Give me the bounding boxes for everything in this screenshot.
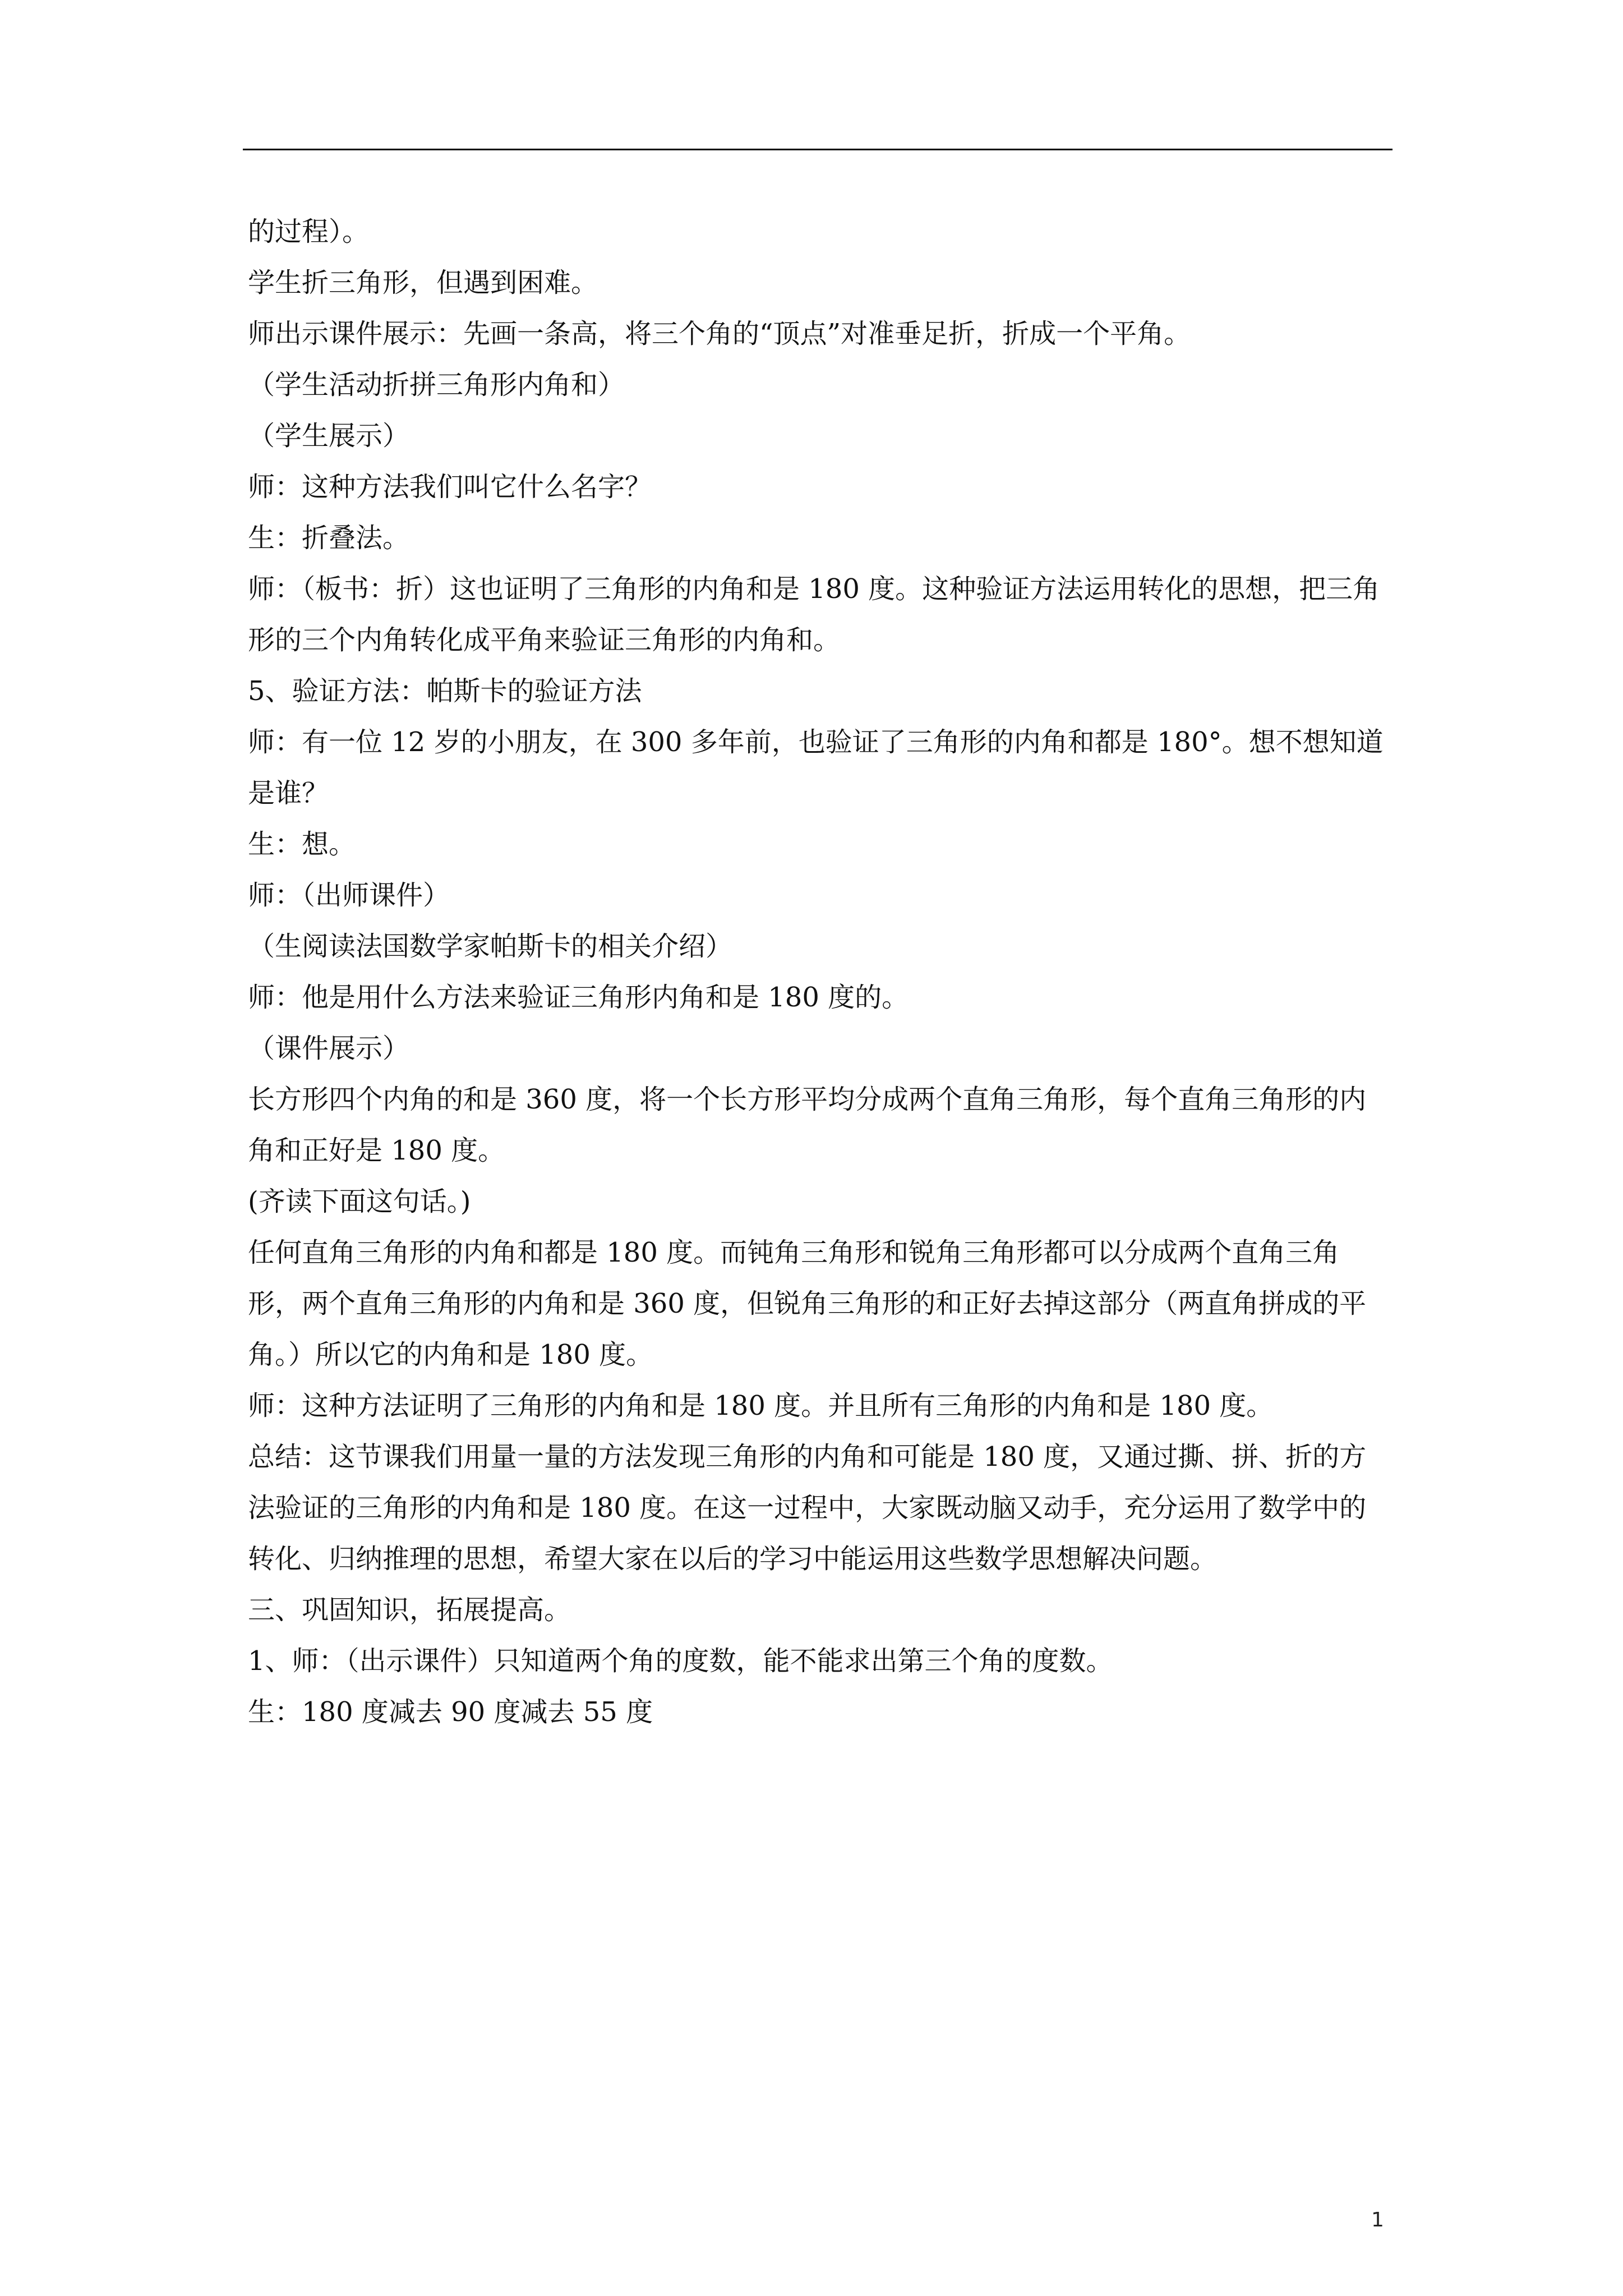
page-number: 1: [1371, 2208, 1384, 2231]
header-rule: [243, 149, 1393, 150]
paragraph: 生：折叠法。: [248, 522, 410, 554]
paragraph: 师：（板书：折）这也证明了三角形的内角和是 180 度。这种验证方法运用转化的思想，把三角形的三个内角转化成平角来验证三角形的内角和。: [248, 573, 1380, 656]
paragraph: 师：他是用什么方法来验证三角形内角和是 180 度的。: [248, 982, 909, 1013]
paragraph: 任何直角三角形的内角和都是 180 度。而钝角三角形和锐角三角形都可以分成两个直角三角形，两个直角三角形的内角和是 360 度，但锐角三角形的和正好去掉这部分（两直角拼成的平角。）所以它的内角和是 180 度。: [248, 1237, 1367, 1370]
paragraph: 的过程）。: [248, 216, 370, 247]
paragraph: 生：想。: [248, 829, 356, 860]
paragraph: （课件展示）: [248, 1033, 410, 1064]
paragraph: (齐读下面这句话。): [248, 1186, 471, 1217]
section-heading: 三、巩固知识，拓展提高。: [248, 1594, 571, 1626]
paragraph: 生：180 度减去 90 度减去 55 度: [248, 1696, 653, 1728]
paragraph: 学生折三角形，但遇到困难。: [248, 267, 598, 298]
paragraph: （学生展示）: [248, 420, 410, 452]
paragraph: 长方形四个内角的和是 360 度，将一个长方形平均分成两个直角三角形，每个直角三角形的内角和正好是 180 度。: [248, 1084, 1367, 1166]
paragraph: 师：这种方法我们叫它什么名字？: [248, 471, 652, 503]
section-heading: 5、验证方法：帕斯卡的验证方法: [248, 675, 642, 707]
paragraph: 师：（出师课件）: [248, 880, 450, 911]
paragraph: （生阅读法国数学家帕斯卡的相关介绍）: [248, 931, 733, 962]
paragraph: 1、师：（出示课件）只知道两个角的度数，能不能求出第三个角的度数。: [248, 1645, 1113, 1677]
paragraph: 师：这种方法证明了三角形的内角和是 180 度。并且所有三角形的内角和是 180 度。: [248, 1390, 1274, 1421]
paragraph: （学生活动折拼三角形内角和）: [248, 369, 625, 401]
paragraph: 师出示课件展示：先画一条高，将三个角的“顶点”对准垂足折，折成一个平角。: [248, 318, 1191, 349]
summary-paragraph: 总结：这节课我们用量一量的方法发现三角形的内角和可能是 180 度，又通过撕、拼、折的方法验证的三角形的内角和是 180 度。在这一过程中，大家既动脑又动手，充分运用了数学中的转化、归纳推理的思想，希望大家在以后的学习中能运用这些数学思想解决问题。: [248, 1441, 1367, 1575]
document-body: [248, 206, 1392, 1738]
paragraph: 师：有一位 12 岁的小朋友，在 300 多年前，也验证了三角形的内角和都是 180°。想不想知道是谁？: [248, 726, 1384, 809]
